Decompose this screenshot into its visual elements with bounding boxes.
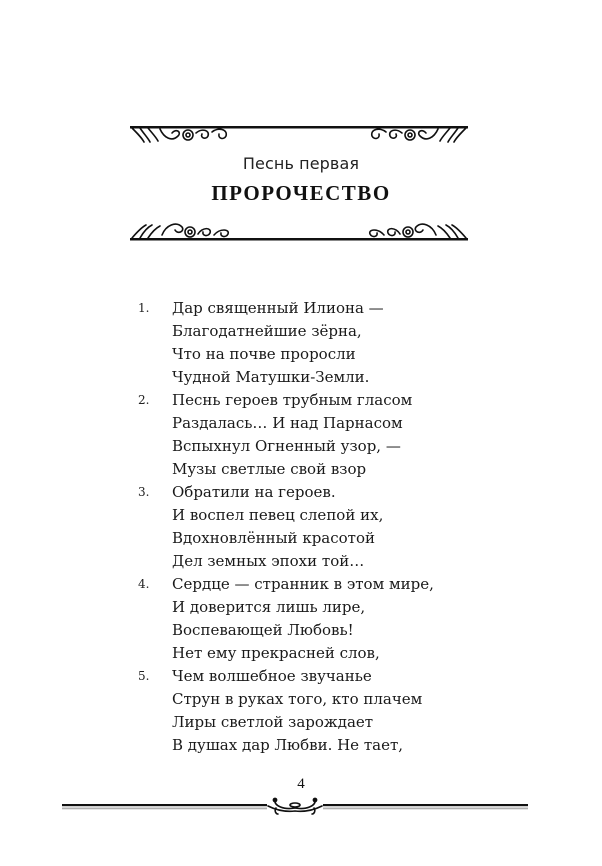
stanza-number: 5. (138, 669, 150, 683)
poem-line: Сердце — странник в этом мире, (172, 575, 434, 593)
header-ornament-top (130, 124, 468, 154)
poem-line: Чудной Матушки-Земли. (172, 368, 370, 386)
poem-line: Дар священный Илиона — (172, 299, 384, 317)
chapter-subtitle: Песнь первая (242, 154, 360, 173)
stanza-number: 4. (138, 577, 150, 591)
poem-line: Благодатнейшие зёрна, (172, 322, 362, 340)
poem-line: Обратили на героев. (172, 483, 336, 501)
stanza-1 (136, 297, 476, 389)
poem-line: Песнь героев трубным гласом (172, 391, 413, 409)
stanza-number: 3. (138, 485, 150, 499)
poem-line: Дел земных эпохи той… (172, 552, 365, 570)
stanza-3 (136, 481, 476, 573)
flourish-ornament-icon (130, 124, 468, 154)
page-number: 4 (297, 776, 305, 792)
poem-line: В душах дар Любви. Не тает, (172, 736, 404, 754)
poem-line: И доверится лишь лире, (172, 598, 366, 616)
stanza-5 (136, 665, 476, 757)
poem-line: Вдохновлённый красотой (172, 529, 376, 547)
poem-line: Воспевающей Любовь! (172, 621, 354, 639)
poem-line: Струн в руках того, кто плачем (172, 690, 423, 708)
flourish-ornament-icon (130, 213, 468, 243)
stanza-2 (136, 389, 476, 481)
poem-line: Чем волшебное звучанье (172, 667, 372, 685)
poem-line: Вспыхнул Огненный узор, — (172, 437, 401, 455)
poem-line: Раздалась… И над Парнасом (172, 414, 403, 432)
stanza-number: 1. (138, 301, 150, 315)
poem-body (136, 297, 476, 757)
footer-rule (62, 796, 528, 816)
poem-line: И воспел певец слепой их, (172, 506, 384, 524)
stanza-4 (136, 573, 476, 665)
poem-line: Лиры светлой зарождает (172, 713, 374, 731)
footer-flourish-icon (62, 796, 528, 816)
stanza-number: 2. (138, 393, 150, 407)
header-ornament-bottom (130, 213, 468, 243)
poem-line: Нет ему прекрасней слов, (172, 644, 380, 662)
poem-line: Что на почве проросли (172, 345, 356, 363)
chapter-title: ПРОРОЧЕСТВО (211, 181, 391, 205)
poem-line: Музы светлые свой взор (172, 460, 367, 478)
